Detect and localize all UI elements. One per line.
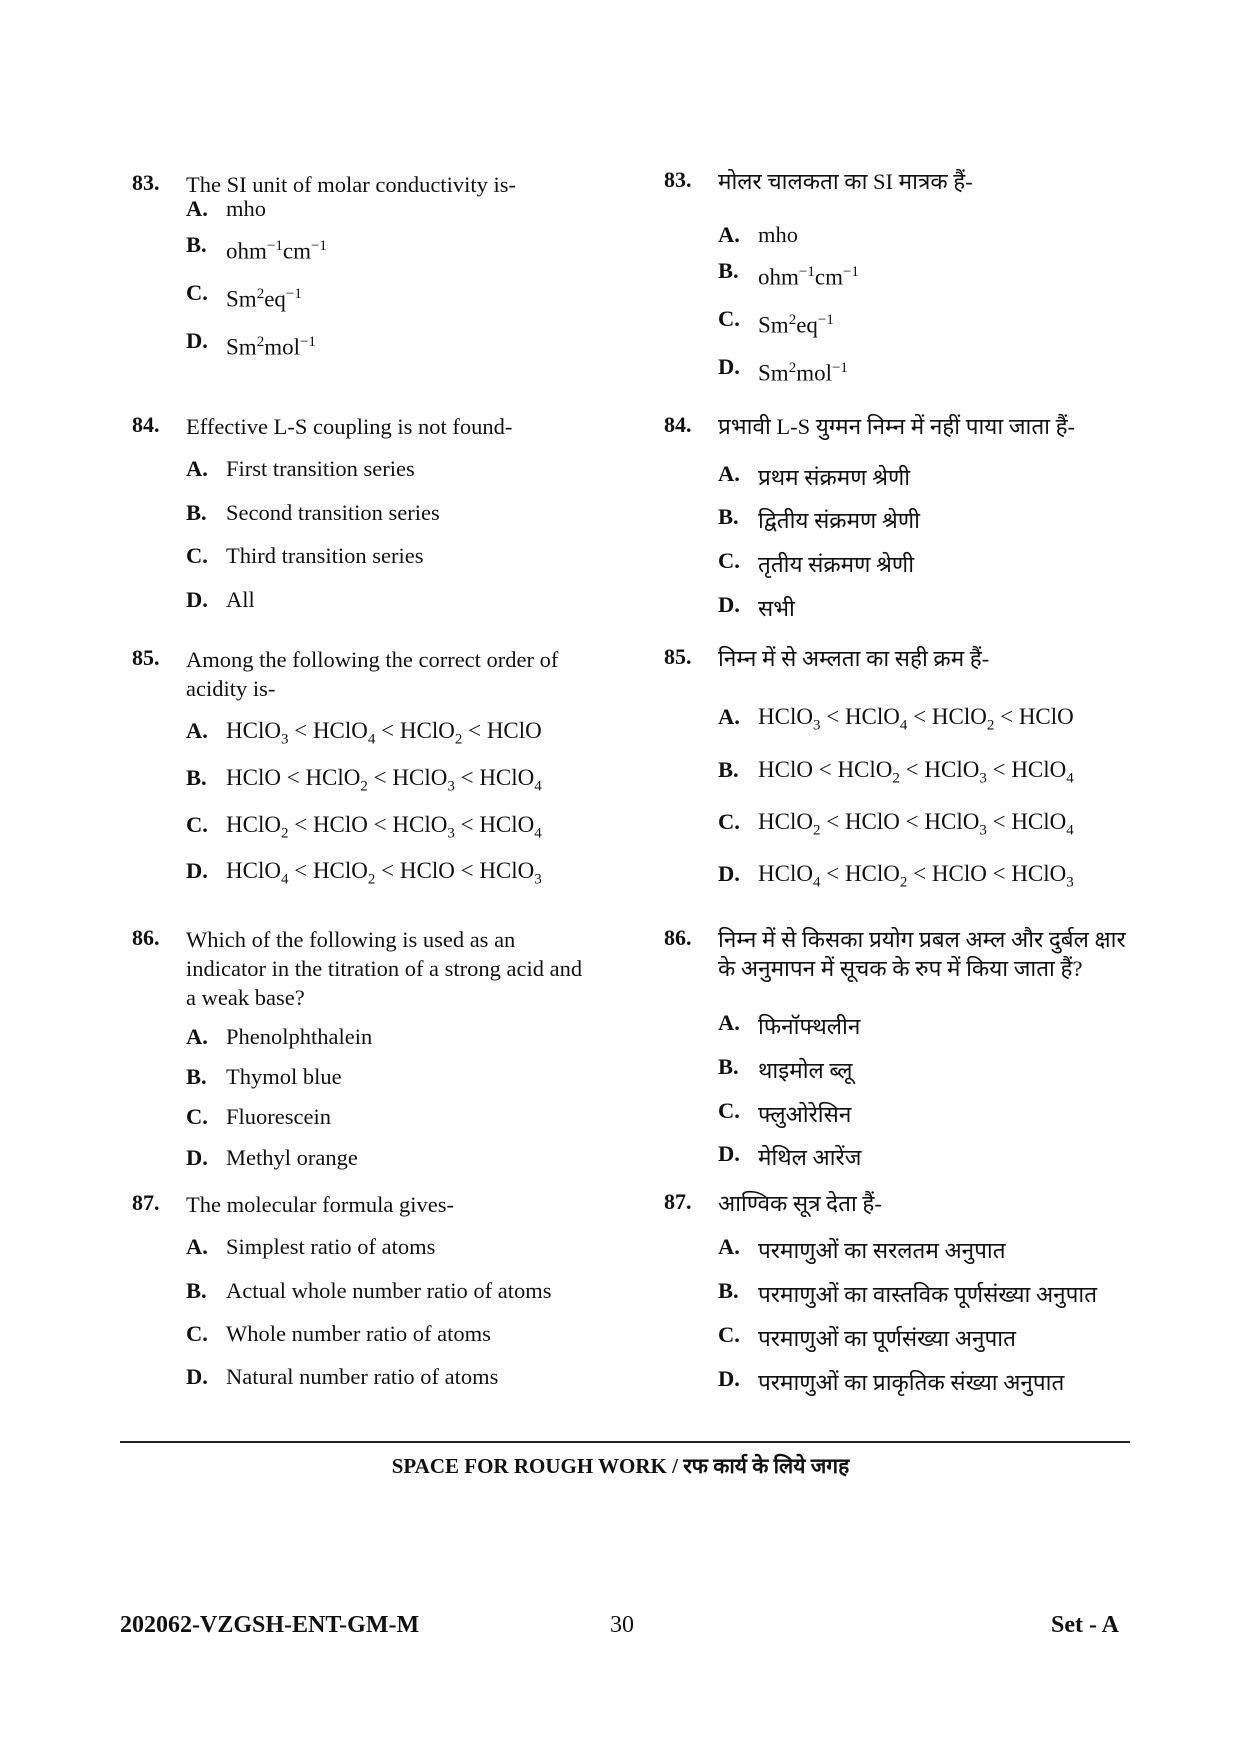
option-d: D. HClO$_4$ < HClO$_2$ < HClO < HClO$_3$ — [718, 861, 1074, 891]
option-b: B. HClO < HClO$_2$ < HClO$_3$ < HClO$_4$ — [186, 765, 542, 795]
question-87-en: 87. The molecular formula gives- — [132, 1190, 455, 1217]
less-than-sign: < — [454, 812, 480, 837]
option-b: B. $ohm^{-1}cm^{-1}$ — [718, 258, 859, 290]
option-a: A. HClO$_3$ < HClO$_4$ < HClO$_2$ < HClO — [718, 704, 1074, 734]
formula-subscript: 4 — [534, 778, 542, 795]
formula-subscript: 2 — [892, 770, 900, 787]
formula-term: HClO — [1011, 757, 1067, 782]
formula-subscript: 4 — [899, 717, 908, 734]
formula-term: HClO — [312, 812, 368, 837]
formula-term: HClO — [312, 718, 368, 743]
formula-subscript: 2 — [360, 778, 368, 795]
less-than-sign: < — [454, 765, 480, 790]
formula-term: HClO — [931, 861, 987, 886]
formula-term: HClO — [844, 809, 900, 834]
question-83-en — [132, 170, 612, 199]
option-b: B. थाइमोल ब्लू — [718, 1054, 853, 1083]
option-b: B. परमाणुओं का वास्तविक पूर्णसंख्या अनुपात — [718, 1278, 1098, 1307]
less-than-sign: < — [812, 757, 838, 782]
rough-work-divider — [120, 1441, 1130, 1443]
formula-subscript: 2 — [280, 825, 289, 842]
formula-subscript: 2 — [986, 717, 995, 734]
formula-term: HClO — [1018, 704, 1074, 729]
formula-subscript: 3 — [534, 871, 542, 888]
less-than-sign: < — [986, 757, 1012, 782]
question-85-en: 85. Among the following the correct order of acidity is- — [132, 645, 559, 701]
formula-subscript: 3 — [280, 731, 289, 748]
option-d: D. Sm$^2$mol$^{-1}$ — [718, 354, 848, 386]
acidity-order-formula — [758, 809, 1074, 840]
less-than-sign: < — [986, 809, 1012, 834]
option-d: D. सभी — [718, 592, 795, 621]
formula-term: HClO — [399, 718, 455, 743]
less-than-sign: < — [288, 718, 313, 743]
less-than-sign: < — [907, 861, 932, 886]
option-d: D. All — [186, 587, 255, 612]
formula-term: HClO — [479, 765, 535, 790]
option-d: D. मेथिल आरेंज — [718, 1141, 862, 1170]
formula-term: HClO — [226, 858, 281, 883]
option-b: B. HClO < HClO$_2$ < HClO$_3$ < HClO$_4$ — [718, 757, 1074, 787]
formula-subscript: 4 — [534, 825, 542, 842]
page-number: 30 — [610, 1612, 634, 1638]
acidity-order-formula — [758, 704, 1074, 735]
option-d: D. Natural number ratio of atoms — [186, 1364, 499, 1389]
less-than-sign: < — [375, 718, 400, 743]
formula-term: HClO — [226, 765, 281, 790]
formula-term: HClO — [1011, 861, 1067, 886]
formula-term: HClO — [924, 809, 980, 834]
acidity-order-formula — [226, 858, 542, 889]
formula-term: HClO — [226, 812, 281, 837]
less-than-sign: < — [899, 809, 925, 834]
question-84-en: 84. Effective L-S coupling is not found- — [132, 412, 513, 439]
formula-subscript: 3 — [447, 825, 455, 842]
formula-subscript: 3 — [1066, 874, 1074, 891]
option-d: D. HClO$_4$ < HClO$_2$ < HClO < HClO$_3$ — [186, 858, 542, 888]
formula-term: HClO — [931, 704, 987, 729]
option-a: A. mho — [186, 196, 267, 221]
formula-subscript: 4 — [1066, 770, 1074, 787]
option-d: D. परमाणुओं का प्राकृतिक संख्या अनुपात — [718, 1366, 1065, 1395]
less-than-sign: < — [375, 858, 400, 883]
option-c: C. Third transition series — [186, 543, 424, 568]
option-c: C. फ्लुओरेसिन — [718, 1098, 852, 1127]
formula-term: HClO — [924, 757, 980, 782]
option-b: B. Thymol blue — [186, 1064, 342, 1089]
option-a: A. फिनॉफ्थलीन — [718, 1010, 861, 1039]
option-a: A. First transition series — [186, 456, 415, 481]
option-d: D. Methyl orange — [186, 1145, 358, 1170]
option-c: C. $Sm^2eq^{-1}$ — [718, 306, 834, 338]
formula-subscript: 3 — [812, 717, 821, 734]
option-c: C. Whole number ratio of atoms — [186, 1321, 491, 1346]
formula-term: HClO — [305, 765, 361, 790]
option-a: A. परमाणुओं का सरलतम अनुपात — [718, 1234, 1006, 1263]
option-b: B. द्वितीय संक्रमण श्रेणी — [718, 504, 920, 533]
less-than-sign: < — [288, 812, 313, 837]
less-than-sign: < — [986, 861, 1012, 886]
question-number: 83. — [132, 170, 160, 195]
less-than-sign: < — [462, 718, 487, 743]
option-a: A. प्रथम संक्रमण श्रेणी — [718, 461, 911, 490]
question-86-hi: 86. निम्न में से किसका प्रयोग प्रबल अम्ल और दुर्बल क्षार के अनुमापन में सूचक के रुप में किया जाता हैं? — [664, 925, 1126, 981]
less-than-sign: < — [367, 812, 393, 837]
option-b: B. Second transition series — [186, 500, 440, 525]
rough-work-label: SPACE FOR ROUGH WORK / रफ कार्य के लिये जगह — [391, 1454, 850, 1478]
option-b: B. Actual whole number ratio of atoms — [186, 1278, 552, 1303]
question-86-en: 86. Which of the following is used as an indicator in the titration of a strong acid and a weak base? — [132, 925, 583, 1010]
less-than-sign: < — [907, 704, 932, 729]
question-84-hi: 84. प्रभावी L-S युग्मन निम्न में नहीं पाया जाता हैं- — [664, 412, 1076, 439]
option-d: D. Sm$^2$mol$^{-1}$ — [186, 328, 316, 360]
acidity-order-formula — [758, 861, 1074, 892]
less-than-sign: < — [820, 809, 845, 834]
option-c: C. परमाणुओं का पूर्णसंख्या अनुपात — [718, 1322, 1016, 1351]
option-c: C. Fluorescein — [186, 1104, 331, 1129]
option-a: A. mho — [718, 222, 799, 247]
option-c: C. तृतीय संक्रमण श्रेणी — [718, 548, 915, 577]
formula-subscript: 4 — [812, 874, 821, 891]
formula-term: HClO — [758, 861, 813, 886]
acidity-order-formula — [758, 757, 1074, 788]
formula-term: HClO — [758, 809, 813, 834]
less-than-sign: < — [288, 858, 313, 883]
acidity-order-formula — [226, 812, 542, 843]
formula-term: HClO — [479, 858, 535, 883]
formula-term: HClO — [226, 718, 281, 743]
less-than-sign: < — [367, 765, 393, 790]
formula-term: HClO — [399, 858, 455, 883]
formula-subscript: 2 — [367, 871, 376, 888]
question-text: The SI unit of molar conductivity is- — [186, 172, 516, 197]
formula-subscript: 3 — [447, 778, 455, 795]
formula-subscript: 2 — [454, 731, 463, 748]
less-than-sign: < — [994, 704, 1019, 729]
formula-term: HClO — [758, 757, 813, 782]
acidity-order-formula — [226, 765, 542, 796]
less-than-sign: < — [280, 765, 306, 790]
question-83-hi: 83. मोलर चालकता का SI मात्रक हैं- — [664, 167, 973, 194]
formula-term: HClO — [844, 861, 900, 886]
formula-term: HClO — [392, 812, 448, 837]
option-a: A. Phenolphthalein — [186, 1024, 373, 1049]
question-85-hi: 85. निम्न में से अम्लता का सही क्रम हैं- — [664, 644, 990, 671]
formula-subscript: 2 — [812, 822, 821, 839]
less-than-sign: < — [820, 704, 845, 729]
paper-code: 202062-VZGSH-ENT-GM-M — [120, 1612, 420, 1638]
less-than-sign: < — [820, 861, 845, 886]
formula-subscript: 4 — [367, 731, 376, 748]
formula-subscript: 4 — [1066, 822, 1074, 839]
formula-term: HClO — [392, 765, 448, 790]
formula-term: HClO — [479, 812, 535, 837]
formula-subscript: 4 — [280, 871, 289, 888]
formula-subscript: 3 — [979, 770, 987, 787]
option-c: C. HClO$_2$ < HClO < HClO$_3$ < HClO$_4$ — [718, 809, 1074, 839]
less-than-sign: < — [899, 757, 925, 782]
formula-term: HClO — [1011, 809, 1067, 834]
formula-term: HClO — [837, 757, 893, 782]
formula-subscript: 3 — [979, 822, 987, 839]
option-a: A. Simplest ratio of atoms — [186, 1234, 436, 1259]
set-label: Set - A — [1051, 1612, 1119, 1638]
formula-term: HClO — [758, 704, 813, 729]
formula-subscript: 2 — [899, 874, 908, 891]
formula-term: HClO — [312, 858, 368, 883]
formula-term: HClO — [486, 718, 542, 743]
question-87-hi: 87. आण्विक सूत्र देता हैं- — [664, 1189, 882, 1216]
option-a: A. HClO$_3$ < HClO$_4$ < HClO$_2$ < HClO — [186, 718, 542, 748]
option-c: C. HClO$_2$ < HClO < HClO$_3$ < HClO$_4$ — [186, 812, 542, 842]
less-than-sign: < — [454, 858, 480, 883]
acidity-order-formula — [226, 718, 542, 749]
formula-term: HClO — [844, 704, 900, 729]
option-c: C. $Sm^2eq^{-1}$ — [186, 280, 302, 312]
option-b: B. $ohm^{-1}cm^{-1}$ — [186, 232, 327, 264]
